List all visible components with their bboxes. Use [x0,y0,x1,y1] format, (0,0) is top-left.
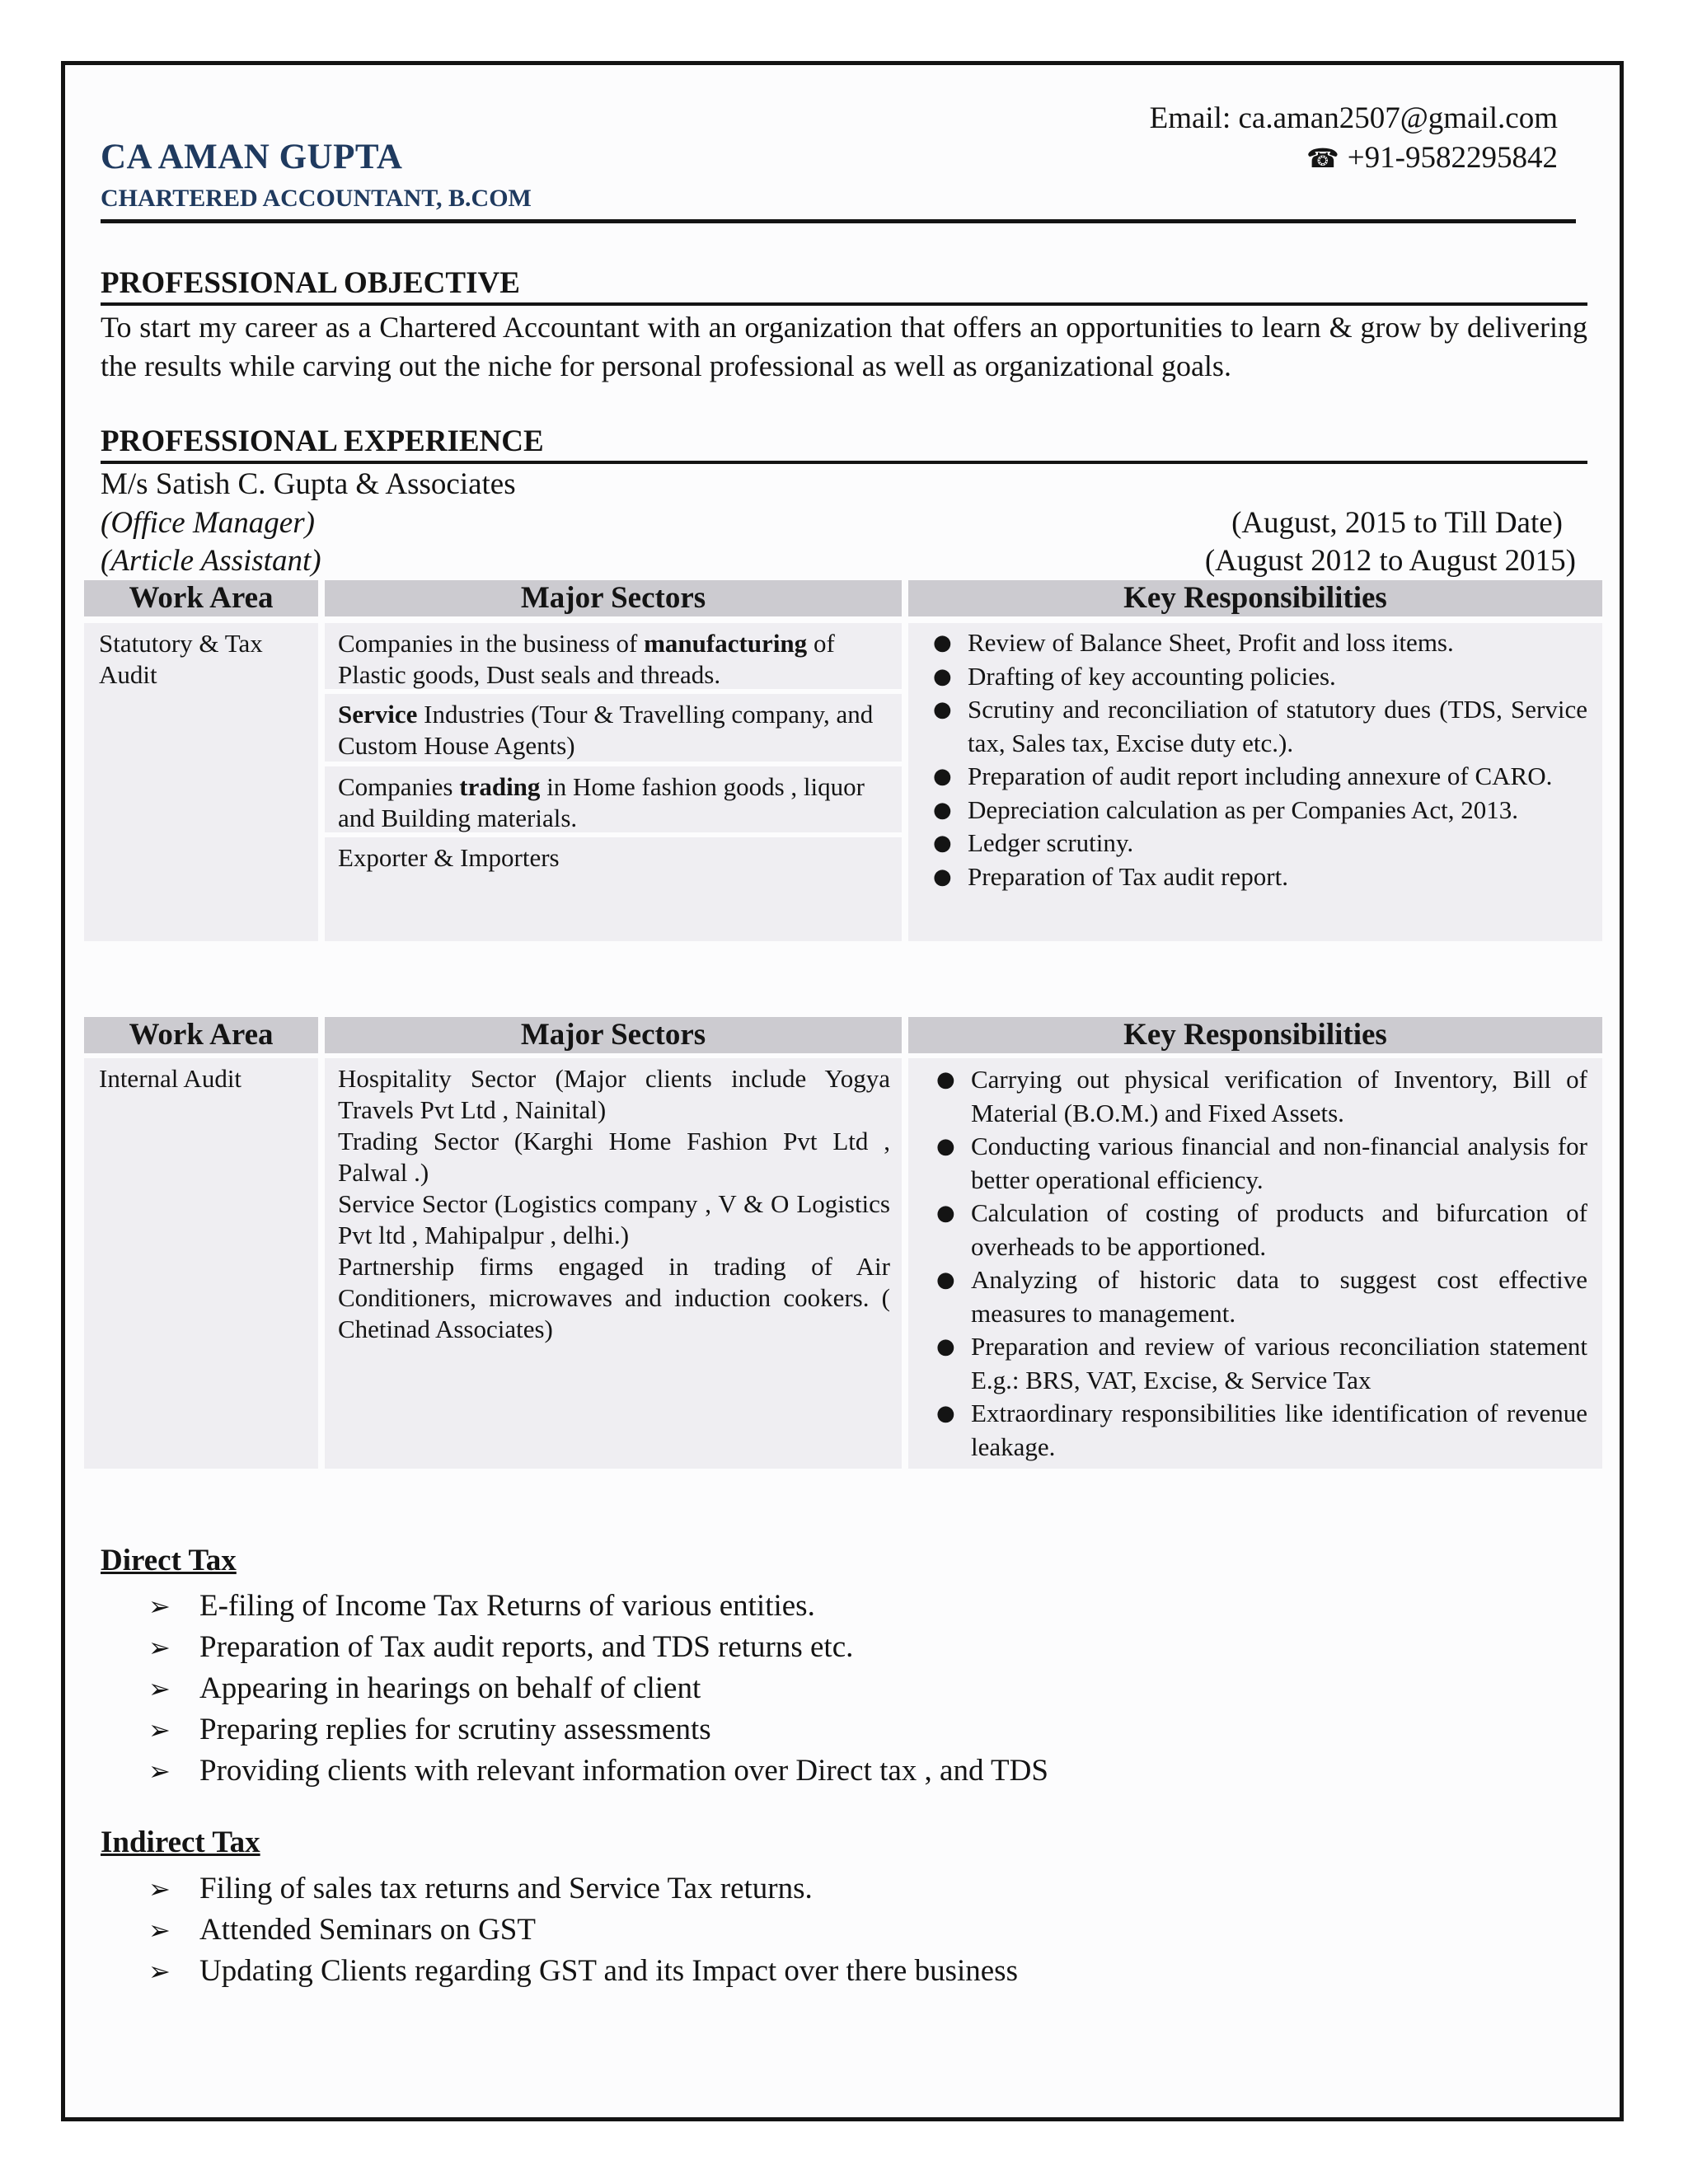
sector-text: Partnership firms engaged in trading of Air Conditioners, microwaves and induction cookers. ( Chetinad Associates) [338,1252,890,1343]
sector-text: Exporter & Importers [338,843,560,872]
list-item: ● Preparation of Tax audit report. [917,860,1587,894]
sector-cell [325,1058,902,1469]
list-item: ● Depreciation calculation as per Companies Act, 2013. [917,794,1587,827]
header-major-sectors: Major Sectors [325,580,902,616]
work-area-text: Statutory & Tax Audit [99,629,263,689]
header-key-responsibilities: Key Responsibilities [908,1017,1602,1053]
bullet-icon: ● [936,1201,955,1226]
candidate-name: CA AMAN GUPTA [101,138,403,176]
bullet-icon: ● [933,864,952,889]
list-item: ➢ Attended Seminars on GST [148,1910,1018,1951]
sector-list [338,1063,890,1345]
indirect-tax-heading: Indirect Tax [101,1825,260,1859]
statutory-audit-table [84,580,1602,941]
list-item: ● Carrying out physical verification of Inventory, Bill of Material (B.O.M.) and Fixed Assets. [936,1065,1587,1127]
candidate-subtitle: CHARTERED ACCOUNTANT, B.COM [101,185,532,212]
arrow-bullet-icon: ➢ [148,1915,171,1946]
header-major-sectors: Major Sectors [325,1017,902,1053]
list-item: ● Preparation and review of various reconciliation statement E.g.: BRS, VAT, Excise, & Service Tax [936,1332,1587,1394]
direct-tax-list [148,1586,1048,1792]
sector-text: Companies trading in Home fashion goods , liquor and Building materials. [338,772,865,832]
bullet-icon: ● [933,630,952,655]
indirect-tax-list [148,1868,1018,1992]
phone-line [1306,140,1558,176]
bullet-icon: ● [933,663,952,689]
work-area-text: Internal Audit [99,1064,242,1093]
objective-divider [101,302,1587,306]
experience-divider [101,461,1587,464]
arrow-bullet-icon: ➢ [148,1591,171,1622]
list-item: ➢ Updating Clients regarding GST and its Impact over there business [148,1951,1018,1992]
experience-heading: PROFESSIONAL EXPERIENCE [101,424,544,458]
arrow-bullet-icon: ➢ [148,1714,171,1746]
list-item: ● Extraordinary responsibilities like identification of revenue leakage. [936,1399,1587,1461]
bullet-icon: ● [936,1268,955,1292]
list-item: ➢ Preparation of Tax audit reports, and TDS returns etc. [148,1627,1048,1668]
arrow-bullet-icon: ➢ [148,1956,171,1987]
telephone-icon: ☎ [1306,143,1339,174]
email-text: Email: ca.aman2507@gmail.com [1149,101,1558,135]
internal-audit-table [84,1017,1602,1469]
list-item: ● Ledger scrutiny. [917,827,1587,860]
sector-cell [325,837,902,941]
arrow-bullet-icon: ➢ [148,1673,171,1704]
list-item: ● Conducting various financial and non-financial analysis for better operational efficiency. [936,1132,1587,1194]
list-item: ● Calculation of costing of products and bifurcation of overheads to be apportioned. [936,1198,1587,1261]
arrow-bullet-icon: ➢ [148,1873,171,1905]
date-office-manager: (August, 2015 to Till Date) [1231,506,1563,540]
direct-tax-heading: Direct Tax [101,1544,237,1577]
sector-cell [325,694,902,762]
objective-text: To start my career as a Chartered Accountant with an organization that offers an opportunities to learn & grow by delivering the results while carving out the niche for personal professional as well as organizational goals. [101,311,1587,382]
bullet-icon: ● [933,831,952,855]
firm-name: M/s Satish C. Gupta & Associates [101,467,516,501]
list-item: ● Preparation of audit report including annexure of CARO. [917,760,1587,794]
list-item: ➢ Appearing in hearings on behalf of client [148,1668,1048,1709]
list-item: ● Scrutiny and reconciliation of statutory dues (TDS, Service tax, Sales tax, Excise duty etc.). [933,695,1587,757]
responsibilities-list [920,1063,1587,1464]
bullet-icon: ● [933,697,952,722]
sector-text: Trading Sector (Karghi Home Fashion Pvt Ltd , Palwal .) [338,1127,890,1187]
sector-text: Service Industries (Tour & Travelling company, and Custom House Agents) [338,700,874,760]
list-item: ➢ Preparing replies for scrutiny assessments [148,1709,1048,1750]
header-work-area: Work Area [84,1017,318,1053]
bullet-icon: ● [936,1401,955,1426]
bullet-icon: ● [936,1334,955,1359]
header-divider [101,219,1576,223]
list-item: ● Review of Balance Sheet, Profit and loss items. [917,626,1587,660]
bullet-icon: ● [933,797,952,823]
sector-cell [325,623,902,689]
phone-number: +91-9582295842 [1347,141,1558,175]
role-office-manager: (Office Manager) [101,506,315,540]
arrow-bullet-icon: ➢ [148,1755,171,1787]
work-area-cell [84,1058,318,1469]
bullet-icon: ● [933,764,952,789]
arrow-bullet-icon: ➢ [148,1632,171,1663]
date-article-assistant: (August 2012 to August 2015) [1204,544,1576,578]
work-area-cell [84,623,318,941]
list-item: ➢ Filing of sales tax returns and Service Tax returns. [148,1868,1018,1910]
header-key-responsibilities: Key Responsibilities [908,580,1602,616]
responsibilities-list [917,626,1587,893]
bullet-icon: ● [936,1134,955,1159]
objective-heading: PROFESSIONAL OBJECTIVE [101,266,520,300]
responsibilities-cell [908,623,1602,941]
header-work-area: Work Area [84,580,318,616]
list-item: ➢ Providing clients with relevant information over Direct tax , and TDS [148,1750,1048,1792]
sector-text: Hospitality Sector (Major clients include Yogya Travels Pvt Ltd , Nainital) [338,1064,890,1124]
sector-text: Service Sector (Logistics company , V & O Logistics Pvt ltd , Mahipalpur , delhi.) [338,1189,890,1249]
role-article-assistant: (Article Assistant) [101,544,321,578]
sector-text: Companies in the business of manufacturing of Plastic goods, Dust seals and threads. [338,629,835,689]
list-item: ● Drafting of key accounting policies. [917,660,1587,694]
list-item: ● Analyzing of historic data to suggest cost effective measures to management. [936,1265,1587,1328]
responsibilities-cell [908,1058,1602,1469]
bullet-icon: ● [936,1067,955,1092]
sector-cell [325,766,902,832]
list-item: ➢ E-filing of Income Tax Returns of various entities. [148,1586,1048,1627]
